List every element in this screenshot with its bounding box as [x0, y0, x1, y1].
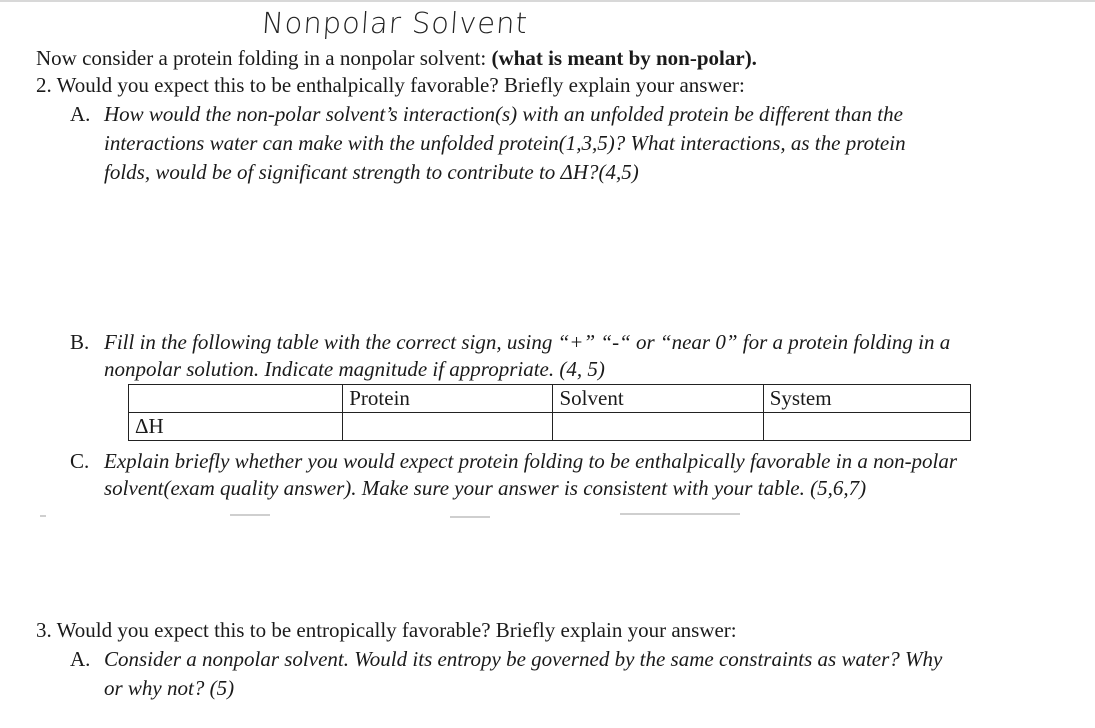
table-header-solvent: Solvent: [553, 385, 763, 413]
scan-edge: [0, 0, 1095, 2]
q3-a-label: A.: [70, 647, 91, 671]
question-2: 2. Would you expect this to be enthalpically favorable? Briefly explain your answer:: [36, 73, 745, 97]
table-header-system: System: [763, 385, 970, 413]
q2-c-label: C.: [70, 449, 90, 473]
q3-a-text-1: Consider a nonpolar solvent. Would its entropy be governed by the same constraints as water? Why: [104, 647, 943, 671]
table-header-protein: Protein: [343, 385, 553, 413]
q2-a-line-1: [70, 101, 903, 127]
q3-a-line-1: [70, 646, 942, 672]
sign-table: [128, 384, 971, 441]
intro-text: Now consider a protein folding in a nonpolar solvent:: [36, 46, 492, 70]
handwritten-title: Nonpolar Solvent: [260, 6, 530, 40]
table-header-cell: [129, 385, 343, 413]
intro-bold: (what is meant by non-polar).: [491, 46, 757, 70]
q2-c-line-2: solvent(exam quality answer). Make sure your answer is consistent with your table. (5,6,7): [104, 476, 867, 500]
q2-a-label: A.: [70, 102, 91, 126]
q2-b-line-1: [70, 329, 950, 355]
scan-smudge: [40, 515, 46, 517]
q2-b-text-1: Fill in the following table with the correct sign, using “+” “-“ or “near 0” for a protein folding in a: [104, 330, 951, 354]
q2-c-line-1: [70, 448, 957, 474]
scan-smudge: [620, 513, 740, 515]
table-cell-system[interactable]: [763, 413, 970, 441]
question-3: 3. Would you expect this to be entropically favorable? Briefly explain your answer:: [36, 618, 737, 642]
table-cell-solvent[interactable]: [553, 413, 763, 441]
q2-c-text-1: Explain briefly whether you would expect protein folding to be enthalpically favorable in a non-polar: [104, 449, 958, 473]
q2-a-text-1: How would the non-polar solvent’s interaction(s) with an unfolded protein be different than the: [104, 102, 903, 126]
table-cell-protein[interactable]: [343, 413, 553, 441]
q2-a-line-3: folds, would be of significant strength to contribute to ΔH?(4,5): [104, 160, 639, 184]
table-row: [129, 413, 971, 441]
table-header-row: [129, 385, 971, 413]
scan-smudge: [230, 514, 270, 516]
q2-b-line-2: nonpolar solution. Indicate magnitude if appropriate. (4, 5): [104, 357, 605, 381]
scan-smudge: [450, 516, 490, 518]
table-row-label: ΔH: [129, 413, 343, 441]
intro-line: [36, 45, 757, 71]
q2-b-label: B.: [70, 330, 90, 354]
q2-a-line-2: interactions water can make with the unfolded protein(1,3,5)? What interactions, as the protein: [104, 131, 906, 155]
q3-a-line-2: or why not? (5): [104, 676, 235, 700]
